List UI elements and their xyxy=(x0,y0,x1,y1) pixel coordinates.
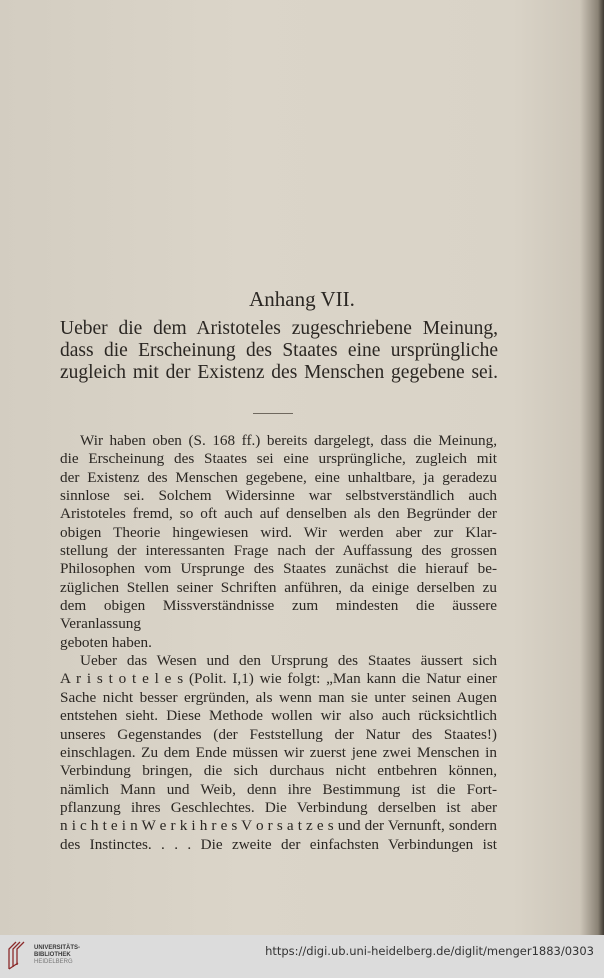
appendix-title: Anhang VII. xyxy=(249,287,355,311)
body-line: entstehen sieht. Diese Methode wollen wir also auch rücksichtlich xyxy=(60,707,497,725)
body-line: n i c h t e i n W e r k i h r e s V o r s a t z e s und der Vernunft, sondern xyxy=(60,817,497,835)
body-line: Sache nicht besser ergründen, als wenn man sie unter seinen Augen xyxy=(60,688,497,706)
heading-line: Ueber die dem Aristoteles zugeschriebene Meinung, xyxy=(60,318,498,339)
body-line: dem obigen Missverständnisse zum mindesten die äussere Veranlassung xyxy=(60,597,497,633)
logo-line: UNIVERSITÄTS- xyxy=(34,945,81,951)
body-line: der Existenz des Menschen gegebene, eine unhaltbare, ja geradezu xyxy=(60,468,497,486)
body-line: geboten haben. xyxy=(60,633,152,651)
body-line: Verbindung bringen, die sich durchaus nicht entbehren können, xyxy=(60,762,497,780)
appendix-heading xyxy=(60,318,498,384)
body-line: Wir haben oben (S. 168 ff.) bereits dargelegt, dass die Meinung, xyxy=(80,432,497,449)
body-line: züglichen Stellen seiner Schriften anführen, da einige derselben zu xyxy=(60,578,497,596)
body-line: Aristoteles fremd, so oft auch auf denselben als den Begründer der xyxy=(60,505,497,523)
source-url[interactable]: https://digi.ub.uni-heidelberg.de/diglit/menger1883/0303 xyxy=(265,944,594,958)
body-line: Ueber das Wesen und den Ursprung des Staates äussert sich xyxy=(80,652,497,670)
body-text xyxy=(60,432,497,854)
heading-line: zugleich mit der Existenz des Menschen gegebene sei. xyxy=(60,362,498,383)
body-line: stellung der interessanten Frage nach der Auffassung des grossen xyxy=(60,542,497,560)
library-logo-icon xyxy=(6,939,32,973)
body-line: des Instinctes. . . . Die zweite der einfachsten Verbindungen ist xyxy=(60,835,497,853)
library-logo-text xyxy=(34,945,80,966)
body-line: die Erscheinung des Staates sei eine ursprüngliche, zugleich mit xyxy=(60,450,497,468)
body-line: A r i s t o t e l e s (Polit. I,1) wie folgt: „Man kann die Natur einer xyxy=(60,670,497,688)
footer-bar xyxy=(0,935,604,978)
logo-line: HEIDELBERG xyxy=(34,959,73,965)
body-line: nämlich Mann und Weib, denn ihre Bestimmung ist die Fort- xyxy=(60,780,497,798)
body-line: einschlagen. Zu dem Ende müssen wir zuerst jene zwei Menschen in xyxy=(60,743,497,761)
logo-line: BIBLIOTHEK xyxy=(34,952,71,958)
body-line: sinnlose sei. Solchem Widersinne war selbstverständlich auch xyxy=(60,487,497,505)
body-line: pflanzung ihres Geschlechtes. Die Verbindung derselben ist aber xyxy=(60,798,497,816)
body-line: unseres Gegenstandes (der Feststellung der Natur des Staates!) xyxy=(60,725,497,743)
body-line: obigen Theorie hingewiesen wird. Wir werden aber zur Klar- xyxy=(60,523,497,541)
body-line: Philosophen vom Ursprunge des Staates zunächst die hierauf be- xyxy=(60,560,497,578)
section-divider xyxy=(253,413,293,414)
heading-line: dass die Erscheinung des Staates eine ursprüngliche xyxy=(60,340,498,361)
